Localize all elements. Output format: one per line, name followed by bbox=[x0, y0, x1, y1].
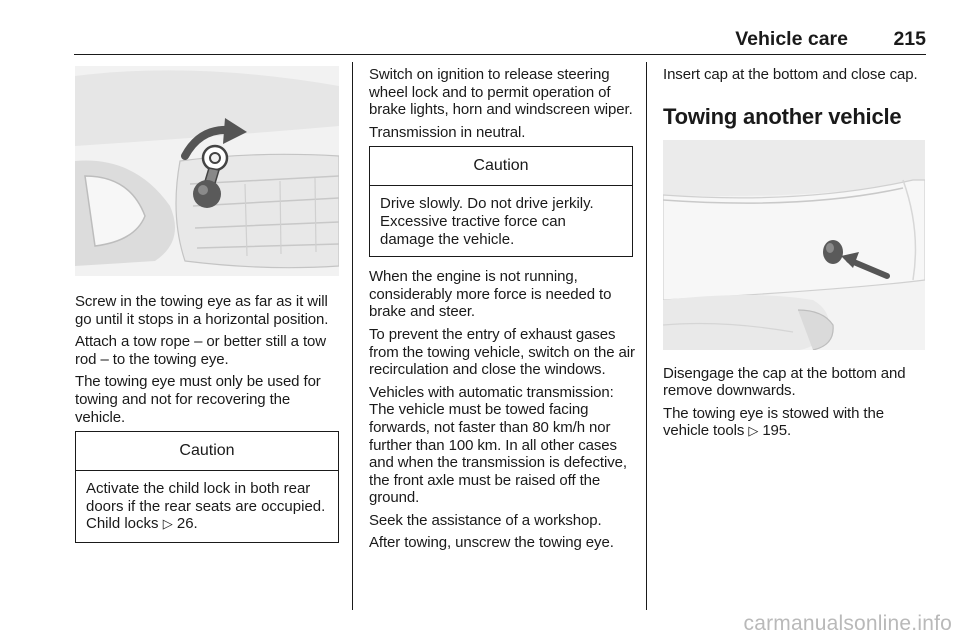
instruction-neutral: Transmission in neutral. bbox=[369, 123, 526, 141]
caution-body: Drive slowly. Do not drive jerkily. Excessive tractive force can damage the vehicle. bbox=[380, 195, 594, 248]
caution-box-drive-slowly bbox=[369, 146, 633, 257]
column-right bbox=[663, 66, 927, 446]
rear-bumper-cap-illustration bbox=[663, 140, 925, 350]
towing-eye-front-illustration bbox=[75, 66, 339, 276]
caution-box-child-lock bbox=[75, 431, 339, 543]
column-divider bbox=[646, 62, 647, 610]
instruction-insert-cap: Insert cap at the bottom and close cap. bbox=[663, 66, 918, 83]
note-automatic-transmission: Vehicles with automatic transmission: The vehicle must be towed facing forwards, not faster than 80 km/h nor further than 100 km. In all other cases and when the transmission is defective, the front axle must be raised off the ground. bbox=[369, 383, 627, 507]
note-workshop: Seek the assistance of a workshop. bbox=[369, 511, 602, 529]
instruction-attach-rope: Attach a tow rope – or better still a tow rod – to the towing eye. bbox=[75, 333, 327, 368]
instruction-unscrew: After towing, unscrew the towing eye. bbox=[369, 534, 614, 552]
note-engine-off: When the engine is not running, considerably more force is needed to brake and steer. bbox=[369, 268, 612, 321]
child-locks-page-ref[interactable]: 26. bbox=[176, 515, 198, 533]
column-middle bbox=[369, 66, 635, 557]
instruction-ignition: Switch on ignition to release steering wheel lock and to permit operation of brake lights, horn and windscreen wiper. bbox=[369, 66, 633, 119]
note-towing-only: The towing eye must only be used for towing and not for recovering the vehicle. bbox=[75, 373, 321, 426]
vehicle-tools-page-ref[interactable]: 195. bbox=[762, 422, 792, 440]
page-number: 215 bbox=[893, 28, 926, 50]
column-left bbox=[75, 66, 341, 543]
section-heading-towing-another-vehicle: Towing another vehicle bbox=[663, 103, 902, 129]
note-text: The towing eye is stowed with the vehicle tools bbox=[663, 404, 884, 440]
caution-title: Caution bbox=[76, 432, 338, 471]
instruction-disengage-cap: Disengage the cap at the bottom and remove downwards. bbox=[663, 364, 906, 400]
page-reference-arrow-icon: ▷ bbox=[748, 424, 759, 440]
caution-body bbox=[76, 471, 338, 542]
instruction-screw-in: Screw in the towing eye as far as it will go until it stops in a horizontal position. bbox=[75, 293, 329, 328]
instruction-air-recirculation: To prevent the entry of exhaust gases from the towing vehicle, switch on the air recirculation and close the windows. bbox=[369, 325, 635, 379]
caution-text: Activate the child lock in both rear doors if the rear seats are occupied. Child locks bbox=[86, 480, 326, 533]
watermark: carmanualsonline.info bbox=[743, 612, 952, 635]
column-divider bbox=[352, 62, 353, 610]
caution-title: Caution bbox=[370, 147, 632, 186]
note-tow-eye-stowed bbox=[663, 405, 927, 441]
page-reference-arrow-icon: ▷ bbox=[162, 517, 173, 533]
page-header bbox=[74, 24, 926, 55]
section-title: Vehicle care bbox=[735, 28, 848, 50]
